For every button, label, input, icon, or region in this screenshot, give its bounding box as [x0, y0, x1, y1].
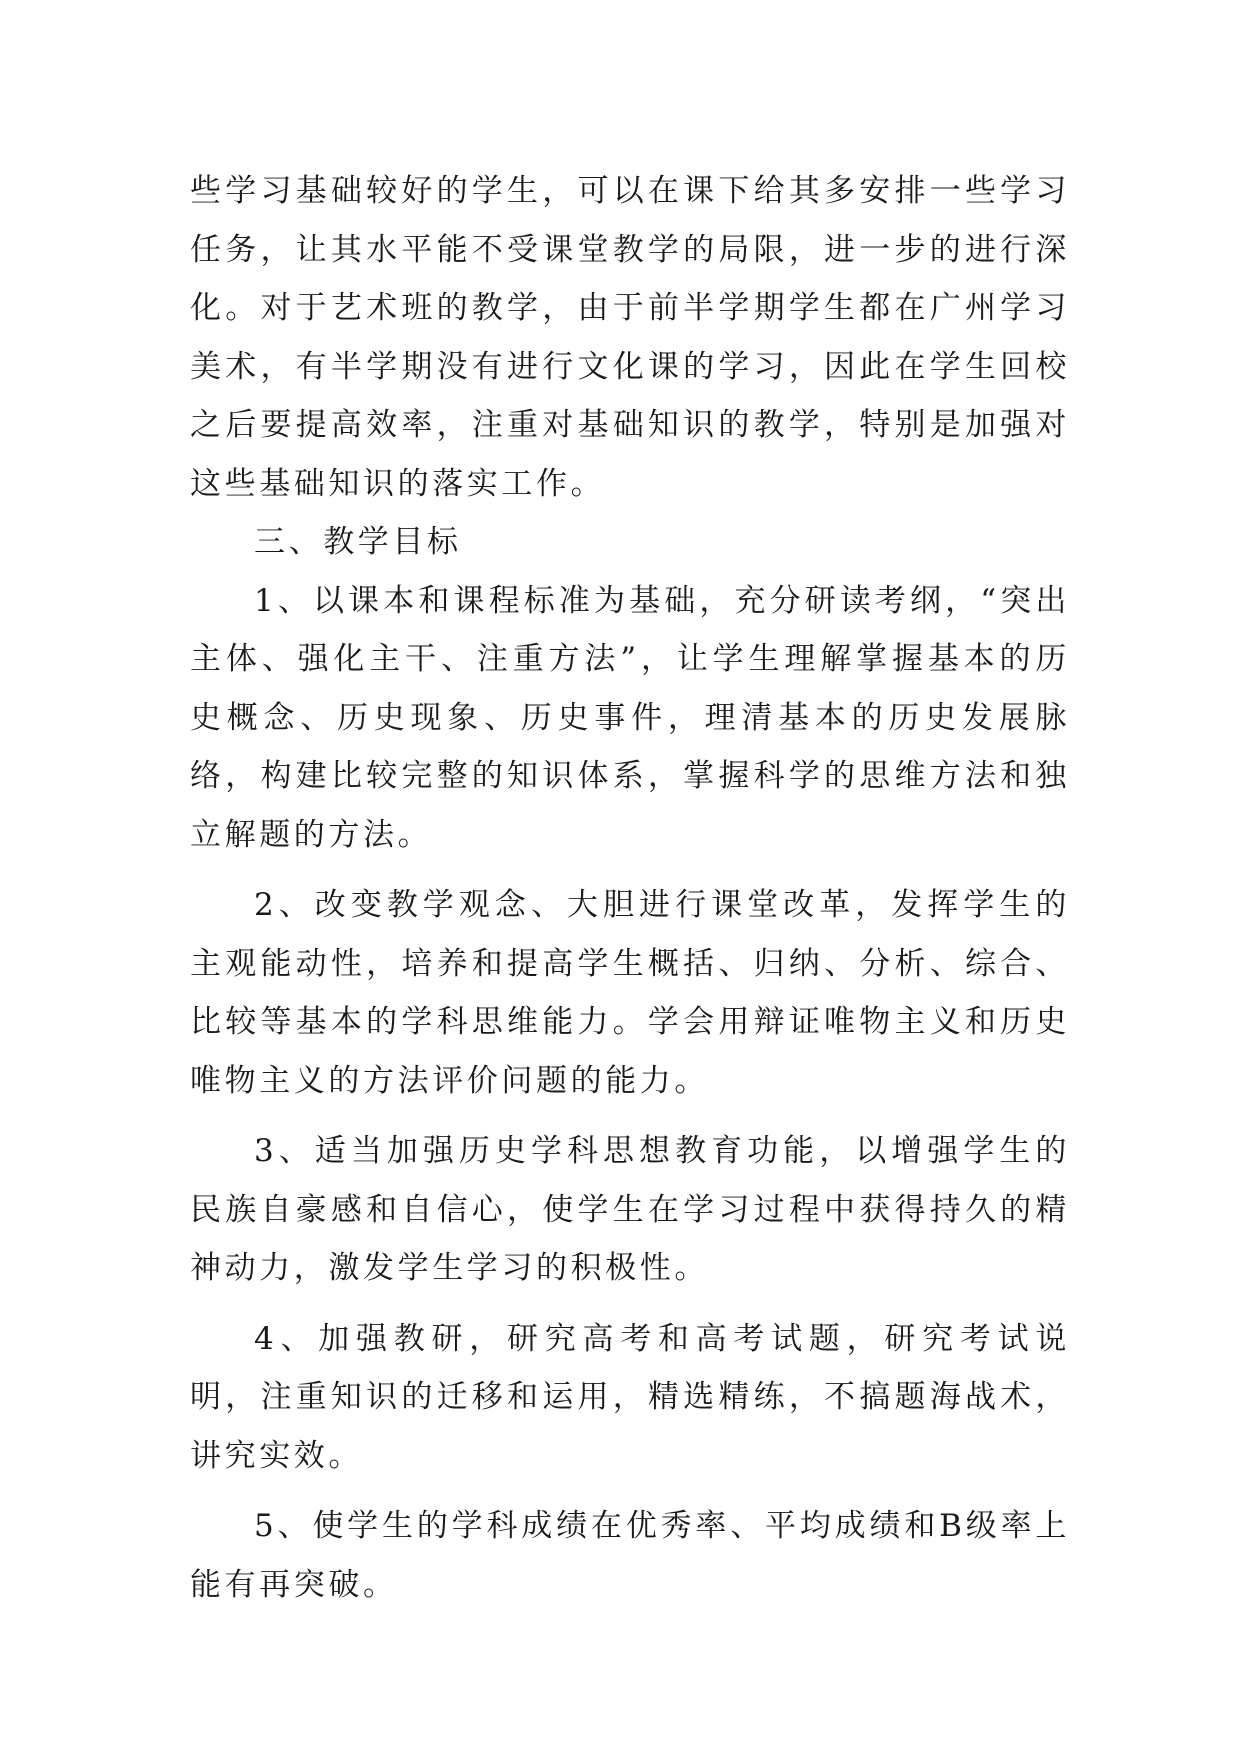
goal-item-1: 1、以课本和课程标准为基础，充分研读考纲，“突出主体、强化主干、注重方法”，让学生理解掌握基本的历史概念、历史现象、历史事件，理清基本的历史发展脉络，构建比较完整的知识体系，掌握科学的思维方法和独立解题的方法。 — [190, 582, 1070, 853]
paragraph-continuation: 些学习基础较好的学生，可以在课下给其多安排一些学习任务，让其水平能不受课堂教学的局限，进一步的进行深化。对于艺术班的教学，由于前半学期学生都在广州学习美术，有半学期没有进行文化课的学习，因此在学生回校之后要提高效率，注重对基础知识的教学，特别是加强对这些基础知识的落实工作。 — [190, 173, 1070, 502]
goal-item-2: 2、改变教学观念、大胆进行课堂改革，发挥学生的主观能动性，培养和提高学生概括、归纳、分析、综合、比较等基本的学科思维能力。学会用辩证唯物主义和历史唯物主义的方法评价问题的能力。 — [190, 887, 1070, 1099]
goal-item-4: 4、加强教研，研究高考和高考试题，研究考试说明，注重知识的迁移和运用，精选精练，不搞题海战术，讲究实效。 — [190, 1320, 1070, 1474]
document-body — [190, 162, 1070, 1614]
goal-item-5: 5、使学生的学科成绩在优秀率、平均成绩和B级率上能有再突破。 — [190, 1508, 1070, 1603]
goal-item-3: 3、适当加强历史学科思想教育功能，以增强学生的民族自豪感和自信心，使学生在学习过程中获得持久的精神动力，激发学生学习的积极性。 — [190, 1133, 1070, 1286]
section-heading-teaching-goals: 三、教学目标 — [254, 524, 462, 560]
